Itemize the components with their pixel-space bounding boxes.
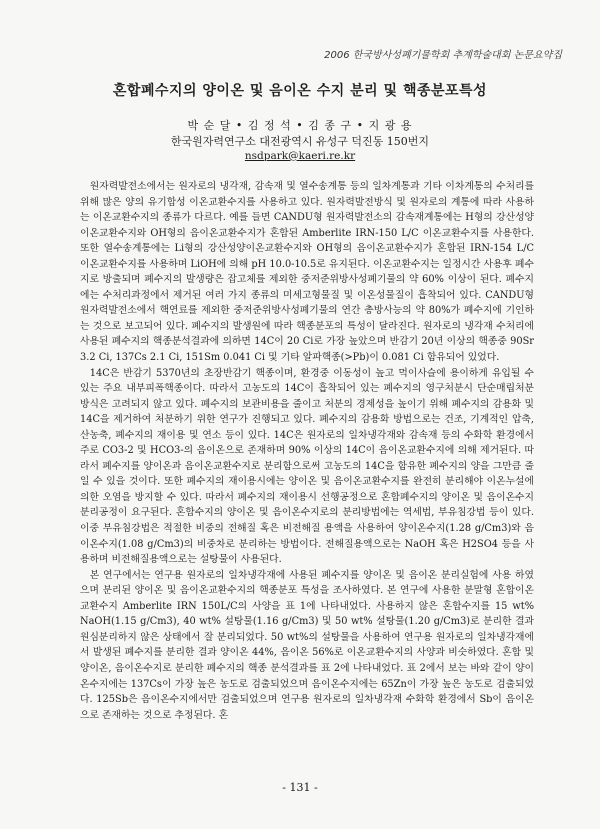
affiliation: 한국원자력연구소 대전광역시 유성구 덕진동 150번지 bbox=[170, 135, 430, 148]
proceedings-header: 2006 한국방사성폐기물학회 추계학술대회 논문요약집 bbox=[324, 50, 562, 61]
paragraph-1: 원자력발전소에서는 원자로의 냉각재, 감속재 및 열수송계통 등의 일차계통과 기타 이차계통의 수처리를 위해 많은 양의 유기합성 이온교환수지를 사용하고 있다. 원자력발전방식 및 원자로의 계통에 따라 사용하는 이온교환수지의 종류가 다르다. 예를 들면 CANDU형 원자력발전소의 감속재계통에는 H형의 강산성양이온교환수지와 OH형의 음이온교환수지가 혼합된 Amberlite IRN-150 L/C 이온교환수지를 사용한다. 또한 열수송계통에는 Li형의 강산성양이온교환수지와 OH형의 음이온교환수지가 혼합된 IRN-154 L/C 이온교환수지를 사용하며 LiOH에 의해 pH 10.0-10.5로 유지된다. 이온교환수지는 일정시간 사용후 폐수지로 방출되며 폐수지의 발생량은 잡고체를 제외한 중저준위방사성폐기물의 약 60% 이상이 된다. 폐수지에는 수처리과정에서 제거된 여러 가지 종류의 미세고형물질 및 이온성물질이 흡착되어 있다. CANDU형 원자력발전소에서 핵연료를 제외한 중저준위방사성폐기물의 연간 총방사능의 약 80%가 폐수지에 기인하는 것으로 보고되어 있다. 폐수지의 발생원에 따라 핵종분포의 특성이 달라진다. 원자로의 냉각재 수처리에 사용된 폐수지의 핵종분석결과에 의하면 14C이 20 Ci로 가장 높았으며 반감기 20년 이상의 핵종중 90Sr 3.2 Ci, 137Cs 2.1 Ci, 151Sm 0.041 Ci 및 기타 알파핵종(>Pb)이 0.081 Ci 함유되어 있었다. bbox=[80, 181, 534, 364]
page-number: - 131 - bbox=[282, 781, 318, 794]
paragraph-2: 14C은 반감기 5370년의 초장반감기 핵종이며, 환경중 이동성이 높고 먹이사슬에 용이하게 유입될 수 있는 주요 내부피폭핵종이다. 따라서 고농도의 14C이 흡착되어 있는 폐수지의 영구처분시 단순매립처분 방식은 고려되지 않고 있다. 폐수지의 보관비용을 줄이고 처분의 경제성을 높이기 위해 폐수지의 감용화 및 14C을 제거하여 처분하기 위한 연구가 진행되고 있다. 폐수지의 감용화 방법으로는 건조, 기계적인 압축, 산농축, 폐수지의 재이용 및 연소 등이 있다. 14C은 원자로의 일차냉각재와 감속재 등의 수화학 환경에서 주로 CO3-2 및 HCO3-의 음이온으로 존재하며 90% 이상의 14C이 음이온교환수지에 의해 제거된다. 따라서 폐수지를 양이온과 음이온교환수지로 분리함으로써 고농도의 14C을 함유한 폐수지의 양을 그만큼 줄일 수 있을 것이다. 또한 폐수지의 재이용시에는 양이온 및 음이온교환수지를 완전히 분리해야 이온누설에 의한 오염을 방지할 수 있다. 따라서 폐수지의 재이용시 선행공정으로 혼합폐수지의 양이온 및 음이온수지 분리공정이 요구된다. 혼합수지의 양이온 및 음이온수지로의 분리방법에는 역세법, 부유침강법 등이 있다. 이중 부유침강법은 적절한 비중의 전해질 혹은 비전해질 용액을 사용하여 양이온수지(1.28 g/Cm3)와 음이온수지(1.08 g/Cm3)의 비중차로 분리하는 방법이다. 전해질용액으로는 NaOH 혹은 H2SO4 등을 사용하며 비전해질용액으로는 설탕물이 사용된다. bbox=[80, 367, 534, 566]
authors: 박 순 달 • 김 정 석 • 김 종 구 • 지 광 용 bbox=[187, 119, 413, 132]
author-email[interactable]: nsdpark@kaeri.re.kr bbox=[244, 150, 356, 162]
paper-body bbox=[80, 179, 534, 723]
paper-title: 혼합폐수지의 양이온 및 음이온 수지 분리 및 핵종분포특성 bbox=[112, 83, 488, 99]
paragraph-3: 본 연구에서는 연구용 원자로의 일차냉각재에 사용된 폐수지를 양이온 및 음이온 분리실험에 사용 하였으며 분리된 양이온 및 음이온교환수지의 핵종분포 특성을 조사하였다. 본 연구에 사용한 분말형 혼합이온교환수지 Amberlite IRN 150L/C의 사양을 표 1에 나타내었다. 사용하지 않은 혼합수지를 15 wt% NaOH(1.15 g/Cm3), 40 wt% 설탕물(1.16 g/Cm3) 및 50 wt% 설탕물(1.20 g/Cm3)로 분리한 결과 원심분리하지 않은 상태에서 잘 분리되었다. 50 wt%의 설탕물을 사용하여 연구용 원자로의 일차냉각재에서 발생된 폐수지를 분리한 결과 양이온 44%, 음이온 56%로 이온교환수지의 사양과 비슷하였다. 혼합 및 양이온, 음이온수지로 분리한 폐수지의 핵종 분석결과를 표 2에 나타내었다. 표 2에서 보는 바와 같이 양이온수지에는 137Cs이 가장 높은 농도로 검출되었으며 음이온수지에는 65Zn이 가장 높은 농도로 검출되었다. 125Sb은 음이온수지에서만 검출되었으며 연구용 원자로의 일차냉각재 수화학 환경에서 Sb이 음이온으로 존재하는 것으로 추정된다. 혼 bbox=[80, 569, 534, 721]
